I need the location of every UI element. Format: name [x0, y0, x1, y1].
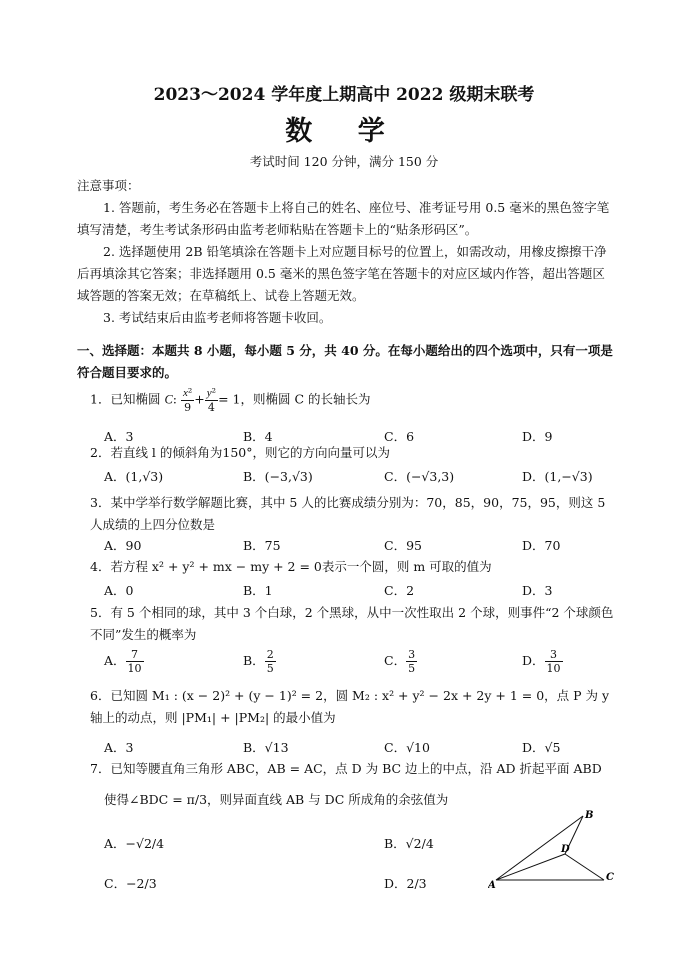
- option-a: A．3: [104, 429, 134, 444]
- option-b: B．√13: [243, 740, 289, 755]
- q-number: 1．: [90, 391, 111, 407]
- option-c: C．2: [384, 583, 415, 598]
- option-b: B． $\frac{2}{5}$: [243, 648, 274, 675]
- option-c: C．6: [384, 429, 415, 444]
- label-c: C: [606, 872, 614, 883]
- option-b: B．1: [243, 583, 273, 598]
- q-number: 3．: [90, 495, 111, 510]
- question-1: 1．已知椭圆 C: $\frac{\text{x²}}{9}$ + $\frac{\text{y²}}{4}$ = 1，则椭圆 C 的长轴长为: [90, 386, 371, 414]
- option-d: D．2/3: [384, 876, 427, 891]
- notice-item-1: 1. 答题前，考生务必在答题卡上将自己的姓名、座位号、准考证号用 0.5 毫米的黑色签字笔填写清楚，考生考试条形码由监考老师粘贴在答题卡上的“贴条形码区”。: [77, 200, 610, 237]
- q-text: 已知圆 M₁ : (x − 2)² + (y − 1)² = 2，圆 M₂ : x² + y² − 2x + 2y + 1 = 0，点 P 为 y 轴上的动点，则 |PM₁| + |PM₂| 的最小值为: [90, 688, 610, 725]
- option-d: D．3: [522, 583, 553, 598]
- triangle-figure: [488, 808, 618, 890]
- option-c: C．√10: [384, 740, 430, 755]
- label-d: D: [561, 844, 570, 855]
- option-d: D．(1,−√3): [522, 469, 593, 484]
- q-text: 某中学举行数学解题比赛，其中 5 人的比赛成绩分别为：70，85，90，75，95，则这 5 人成绩的上四分位数是: [90, 495, 606, 532]
- q-text: 若方程 x² + y² + mx − my + 2 = 0表示一个圆，则 m 可取的值为: [110, 559, 492, 574]
- question-6: [90, 685, 620, 729]
- option-d: D．√5: [522, 740, 561, 755]
- question-3: [90, 492, 620, 536]
- q-text: 已知椭圆: [110, 391, 165, 407]
- question-4: [90, 556, 620, 578]
- option-a: A． $\frac{7}{10}$: [104, 648, 142, 675]
- option-d: D．70: [522, 538, 561, 553]
- q-number: 7．: [90, 761, 111, 776]
- option-b: B．√2/4: [384, 836, 434, 851]
- question-5: [90, 602, 620, 646]
- notice-item-3: 3. 考试结束后由监考老师将答题卡收回。: [103, 310, 332, 325]
- q-number: 5．: [90, 605, 111, 620]
- option-a: A．0: [104, 583, 134, 598]
- label-a: A: [488, 880, 496, 890]
- notice-item-2: 2. 选择题使用 2B 铅笔填涂在答题卡上对应题目标号的位置上，如需改动，用橡皮擦擦干净后再填涂其它答案；非选择题用 0.5 毫米的黑色签字笔在答题卡的对应区域内作答，超出答题区域答题的答案无效；在草稿纸上、试卷上答题无效。: [77, 244, 607, 303]
- option-a: A．−√2/4: [104, 836, 165, 851]
- question-7-line2: 使得∠BDC = π/3，则异面直线 AB 与 DC 所成角的余弦值为: [104, 792, 449, 807]
- option-d: D． $\frac{3}{10}$: [522, 648, 561, 675]
- option-d: D．9: [522, 429, 553, 444]
- option-c: C．95: [384, 538, 422, 553]
- option-c: C．(−√3,3): [384, 469, 455, 484]
- q-number: 2．: [90, 445, 111, 460]
- section-heading: 一、选择题：本题共 8 小题，每小题 5 分，共 40 分。在每小题给出的四个选项中，只有一项是符合题目要求的。: [77, 343, 613, 380]
- option-b: B．4: [243, 429, 273, 444]
- option-a: A．(1,√3): [104, 469, 164, 484]
- option-c: C． $\frac{3}{5}$: [384, 648, 416, 675]
- label-b: B: [585, 810, 594, 821]
- q-text: 有 5 个相同的球，其中 3 个白球，2 个黑球，从中一次性取出 2 个球，则事件“2 个球颜色不同”发生的概率为: [90, 605, 614, 642]
- exam-time: 考试时间 120 分钟，满分 150 分: [249, 154, 439, 169]
- option-c: C．−2/3: [104, 876, 157, 891]
- question-7: [90, 758, 620, 780]
- option-a: A．3: [104, 740, 134, 755]
- q-text: 若直线 l 的倾斜角为150°，则它的方向向量可以为: [110, 445, 391, 460]
- q-number: 4．: [90, 559, 111, 574]
- notice-heading: 注意事项：: [77, 178, 140, 193]
- q-text: 已知等腰直角三角形 ABC，AB = AC，点 D 为 BC 边上的中点，沿 AD 折起平面 ABD: [110, 761, 602, 776]
- q-number: 6．: [90, 688, 111, 703]
- option-b: B．75: [243, 538, 281, 553]
- exam-title: 2023～2024 学年度上期高中 2022 级期末联考: [153, 85, 535, 105]
- subject-title: 数 学: [285, 116, 403, 147]
- question-2: [90, 442, 620, 464]
- option-b: B．(−3,√3): [243, 469, 313, 484]
- option-a: A．90: [104, 538, 142, 553]
- q-text: ，则椭圆 C 的长轴长为: [240, 391, 371, 407]
